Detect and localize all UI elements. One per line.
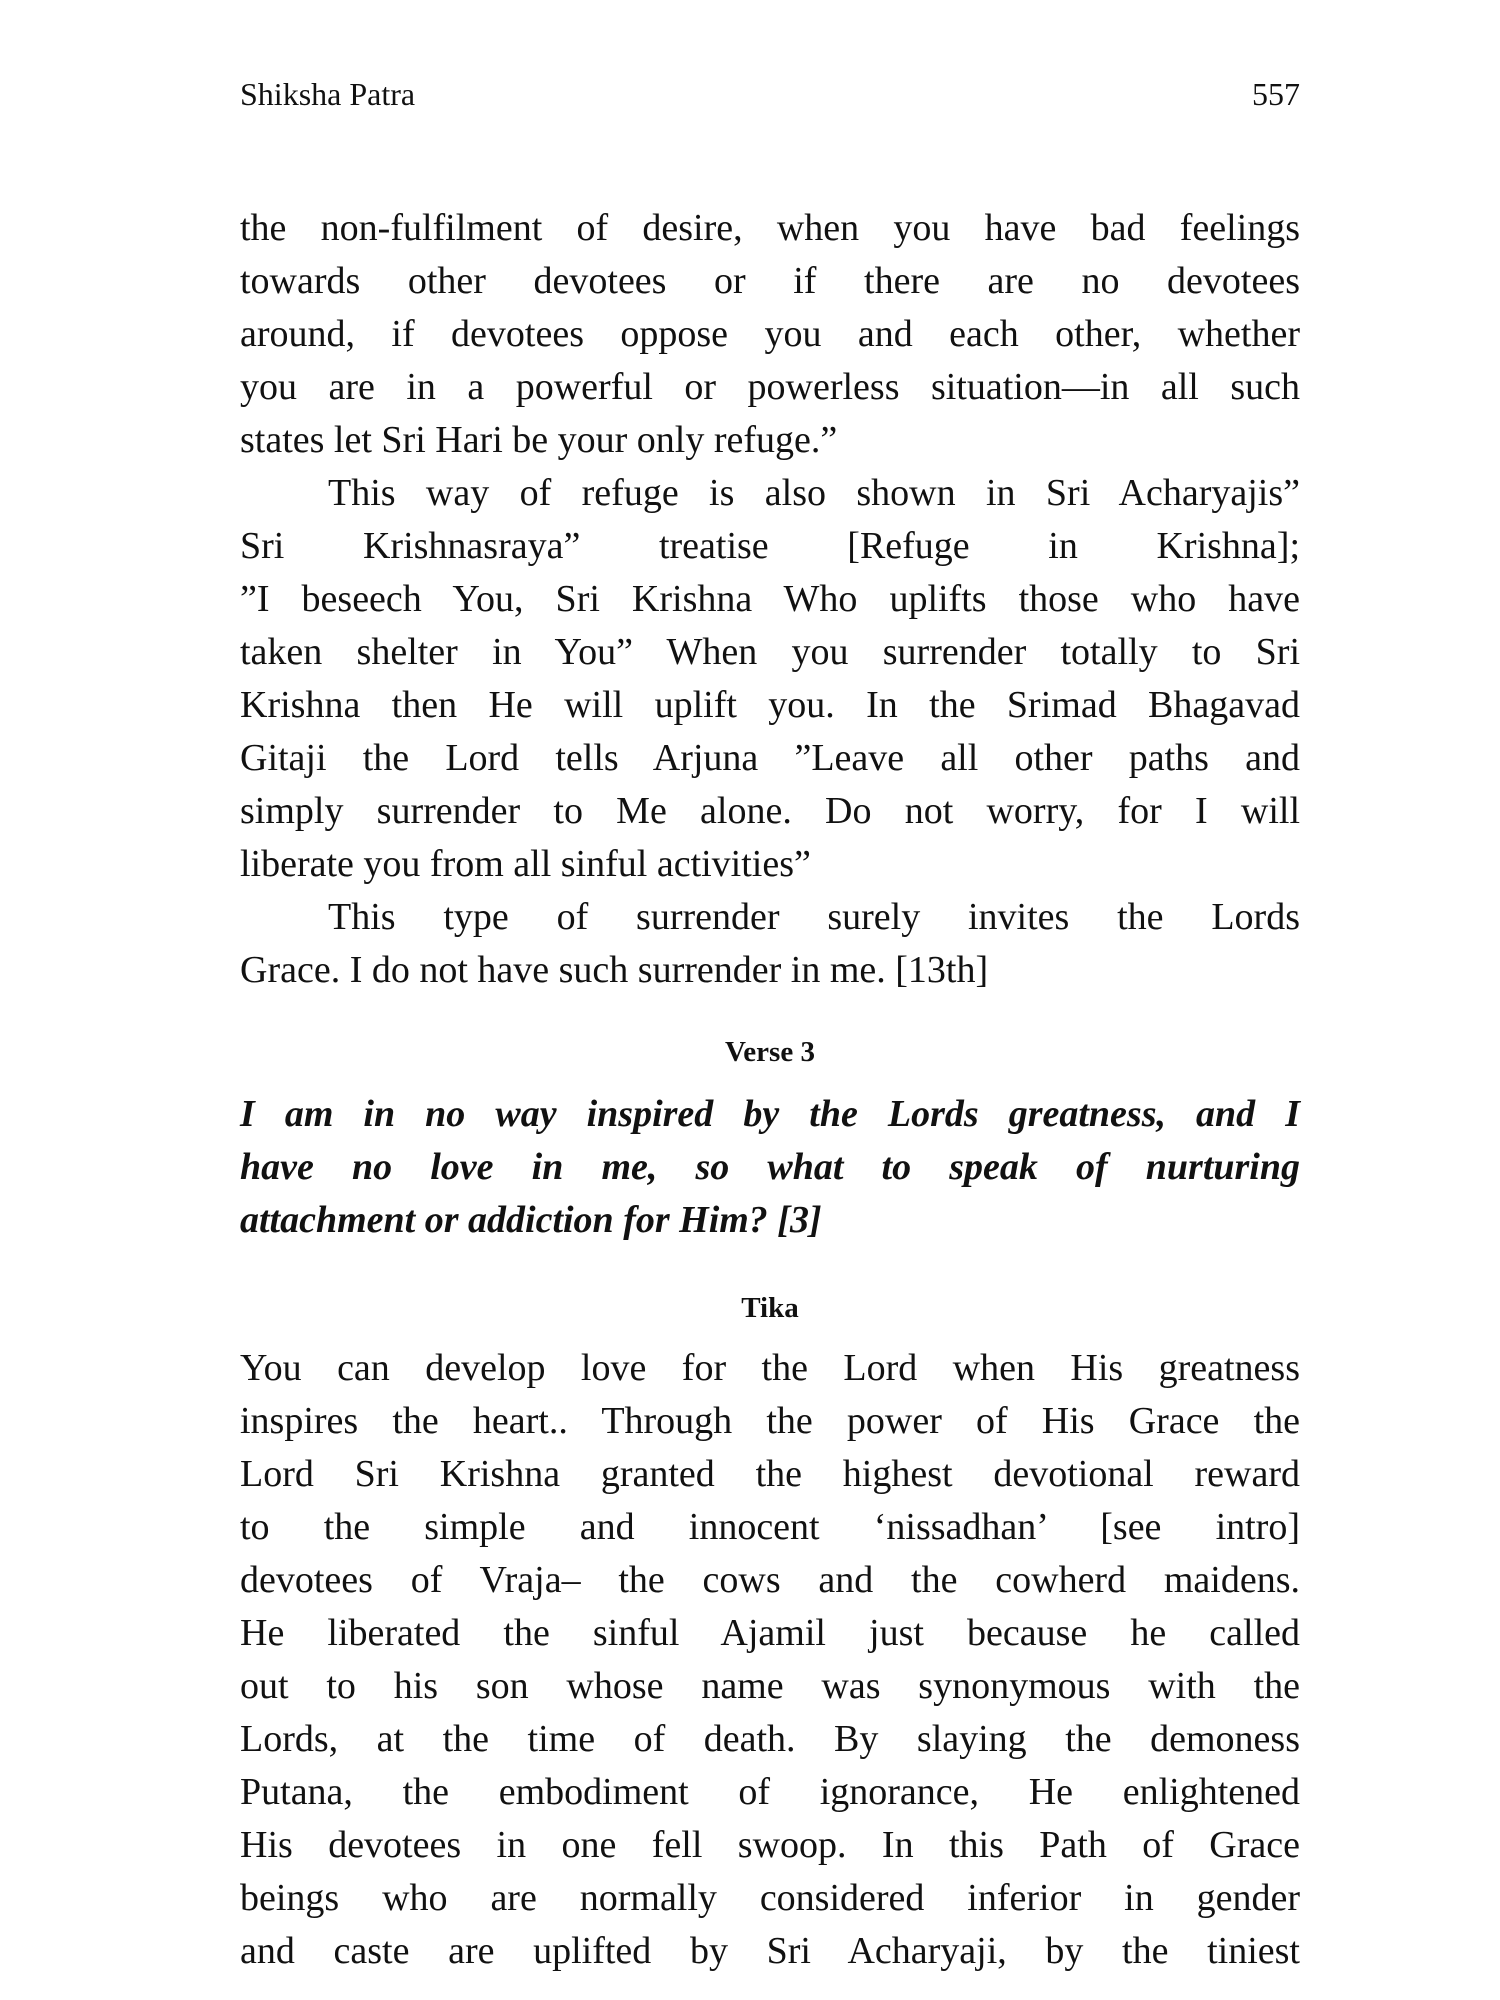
tika-text <box>240 1342 1300 1978</box>
text-line: simply surrender to Me alone. Do not worry, for I will <box>240 790 1300 832</box>
text-line: around, if devotees oppose you and each other, whether <box>240 313 1300 355</box>
running-header-title: Shiksha Patra <box>240 76 416 112</box>
body-text-top <box>240 202 1300 997</box>
text-line: you are in a powerful or powerless situation—in all such <box>240 366 1300 408</box>
text-line: Putana, the embodiment of ignorance, He enlightened <box>240 1771 1300 1813</box>
text-line: devotees of Vraja– the cows and the cowherd maidens. <box>240 1559 1300 1601</box>
text-line: to the simple and innocent ‘nissadhan’ [see intro] <box>240 1506 1300 1548</box>
text-line: inspires the heart.. Through the power of His Grace the <box>240 1400 1300 1442</box>
text-line: Sri Krishnasraya” treatise [Refuge in Krishna]; <box>240 525 1300 567</box>
text-line: This way of refuge is also shown in Sri Acharyajis” <box>328 472 1300 514</box>
text-line: liberate you from all sinful activities” <box>240 843 811 885</box>
text-line: the non-fulfilment of desire, when you have bad feelings <box>240 207 1300 249</box>
verse-heading: Verse 3 <box>725 1036 815 1068</box>
text-line: and caste are uplifted by Sri Acharyaji, by the tiniest <box>240 1930 1300 1972</box>
verse-line: have no love in me, so what to speak of nurturing <box>240 1146 1300 1188</box>
text-line: Lord Sri Krishna granted the highest devotional reward <box>240 1453 1300 1495</box>
text-line: Krishna then He will uplift you. In the Srimad Bhagavad <box>240 684 1300 726</box>
text-line: You can develop love for the Lord when His greatness <box>240 1347 1300 1389</box>
text-line: states let Sri Hari be your only refuge.” <box>240 419 838 461</box>
text-line: ”I beseech You, Sri Krishna Who uplifts those who have <box>240 578 1300 620</box>
text-line: beings who are normally considered inferior in gender <box>240 1877 1300 1919</box>
tika-heading: Tika <box>741 1292 799 1324</box>
text-line: Lords, at the time of death. By slaying the demoness <box>240 1718 1300 1760</box>
verse-line: attachment or addiction for Him? [3] <box>240 1199 822 1241</box>
text-line: He liberated the sinful Ajamil just because he called <box>240 1612 1300 1654</box>
text-line: taken shelter in You” When you surrender totally to Sri <box>240 631 1300 673</box>
text-line: towards other devotees or if there are no devotees <box>240 260 1300 302</box>
verse-line: I am in no way inspired by the Lords greatness, and I <box>240 1093 1300 1135</box>
text-line: His devotees in one fell swoop. In this Path of Grace <box>240 1824 1300 1866</box>
text-line: Gitaji the Lord tells Arjuna ”Leave all other paths and <box>240 737 1300 779</box>
page-number: 557 <box>1252 76 1300 112</box>
text-line: out to his son whose name was synonymous with the <box>240 1665 1300 1707</box>
verse-text <box>240 1088 1300 1247</box>
text-line: This type of surrender surely invites the Lords <box>328 896 1300 938</box>
text-line: Grace. I do not have such surrender in me. [13th] <box>240 949 989 991</box>
